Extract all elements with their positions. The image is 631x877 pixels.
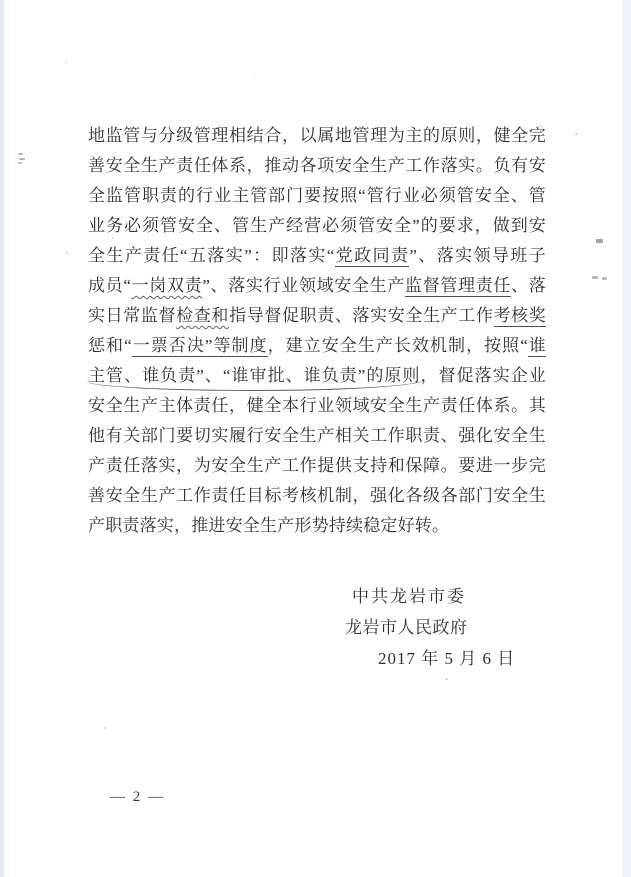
text-line [88, 151, 546, 181]
text-segment: 安全生产主体责任，健全本行业领域安全生产责任体系。其 [88, 396, 546, 415]
text-segment: 成员“ [88, 276, 132, 295]
page-number: — 2 — [110, 789, 165, 805]
signature-date: 2017 年 5 月 6 日 [378, 649, 516, 668]
scan-speck [104, 727, 106, 729]
hand-underline-wavy: 检查和 [176, 306, 230, 325]
scan-speck [112, 237, 114, 239]
scan-speck [65, 61, 67, 63]
text-segment: ”、落实行业领域安全生产 [202, 276, 406, 295]
hand-underline-line: 监督管理责任 [405, 276, 512, 295]
text-line [88, 481, 546, 511]
hand-underline-line: 谁 [527, 336, 546, 355]
text-segment: 全监管职责的行业主管部门要按照“管行业必须管安全、管 [88, 186, 546, 205]
document-body [88, 121, 546, 541]
text-segment: 产职责落实，推进安全生产形势持续稳定好转。 [88, 516, 450, 535]
signature-party-committee: 中共龙岩市委 [352, 587, 466, 606]
text-segment: 他有关部门要切实履行安全生产相关工作职责、强化安全生 [88, 426, 546, 445]
hand-underline-line: 一票否决”等制度 [131, 336, 268, 355]
text-segment: 全生产责任“五落实”：即落实“ [88, 246, 335, 265]
signature-government: 龙岩市人民政府 [345, 618, 468, 637]
text-segment: 善安全生产责任体系，推动各项安全生产工作落实。负有安 [88, 156, 546, 175]
text-segment: 实日常监督 [88, 306, 177, 325]
text-segment: 地监管与分级管理相结合，以属地管理为主的原则，健全完 [88, 126, 546, 145]
text-line [88, 511, 546, 541]
text-line [88, 361, 546, 391]
scan-speck [575, 133, 578, 135]
text-segment: ”、落实领导班子 [409, 246, 546, 265]
text-segment: 产责任落实，为安全生产工作提供支持和保障。要进一步完 [88, 456, 546, 475]
scan-edge-right [622, 0, 631, 877]
scan-speck [66, 252, 68, 254]
text-segment: 、落 [511, 276, 546, 295]
text-line [88, 271, 546, 301]
scan-edge-left [0, 0, 4, 877]
text-line [88, 331, 546, 361]
text-segment: ，建立安全生产长效机制，按照“ [267, 336, 528, 355]
signature-block [345, 581, 515, 674]
scan-speck [18, 162, 22, 164]
text-line [88, 451, 546, 481]
hand-underline-sweep: 主管、谁负责”、“谁审批、谁负责”的原则 [88, 366, 421, 385]
text-line [88, 421, 546, 451]
text-line [88, 301, 546, 331]
text-segment: 业务必须管安全、管生产经营必须管安全”的要求，做到安 [88, 216, 546, 235]
text-segment: 惩和“ [88, 336, 132, 355]
text-line [88, 181, 546, 211]
scan-speck [19, 158, 25, 160]
hand-underline-line: 考核奖 [493, 306, 546, 325]
text-segment: ，督促落实企业 [420, 366, 546, 385]
text-segment: 指导督促职责、落实安全生产工作 [229, 306, 494, 325]
scan-speck [540, 125, 542, 127]
text-line [88, 241, 546, 271]
scan-speck [596, 239, 603, 243]
scan-speck [592, 276, 598, 279]
hand-underline-wavy: 一岗双责 [131, 276, 203, 295]
text-segment: 善安全生产工作责任目标考核机制，强化各级各部门安全生 [88, 486, 546, 505]
hand-underline-line: 党政同责 [334, 246, 410, 265]
scan-speck [445, 678, 448, 680]
text-line [88, 211, 546, 241]
text-line [88, 121, 546, 151]
scan-speck [18, 153, 23, 155]
scan-speck [602, 277, 607, 280]
scan-speck [253, 77, 255, 79]
text-line [88, 391, 546, 421]
